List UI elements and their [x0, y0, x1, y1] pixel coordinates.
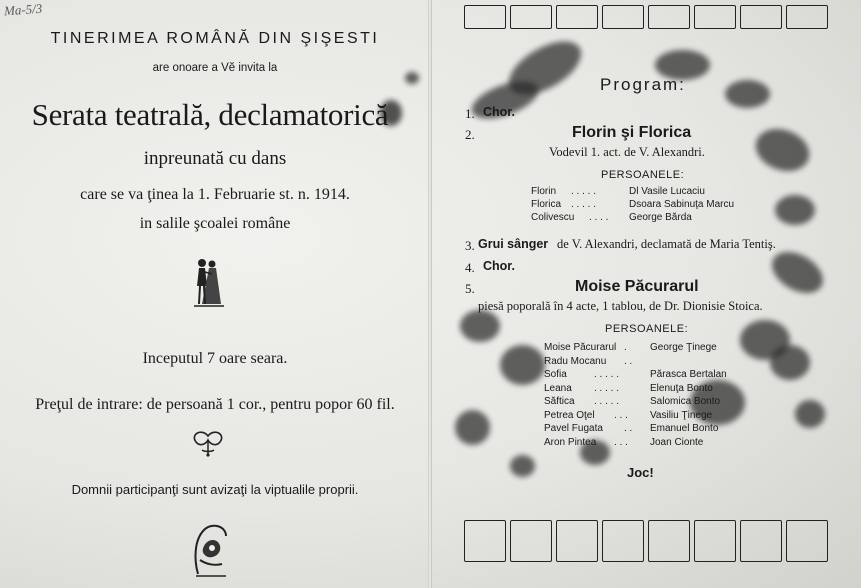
cast-dots: . . . . .	[594, 396, 620, 407]
border-motif	[602, 5, 644, 29]
cast-row	[544, 341, 727, 355]
cast-row	[544, 436, 727, 450]
ink-stain	[725, 80, 770, 108]
cast-row	[544, 355, 727, 369]
program-item-title: Moise Păcurarul	[575, 278, 699, 295]
cast-row	[544, 382, 727, 396]
persons-label: PERSOANELE:	[605, 323, 689, 335]
ink-stain	[770, 345, 810, 380]
invite-line: are onoare a Vĕ invita la	[152, 62, 278, 74]
cast-actor: Joan Cionte	[650, 436, 704, 448]
border-motif	[648, 5, 690, 29]
event-title: Serata teatrală, declamatorică	[31, 97, 389, 132]
border-motif	[694, 520, 736, 562]
border-motif	[556, 520, 598, 562]
cast-row	[531, 199, 734, 212]
program-item-title: Grui sânger	[478, 237, 549, 251]
ornament-icon	[188, 430, 228, 458]
cast-role: Săftica	[544, 396, 575, 407]
cast-role: Florica	[531, 199, 562, 210]
cast-dots: . . . . .	[594, 382, 620, 394]
persons-label: PERSOANELE:	[601, 169, 685, 181]
cast-dots: . .	[624, 355, 633, 367]
ink-stain	[500, 345, 545, 385]
program-item-number: 2.	[465, 127, 475, 142]
cast-dots: . . . .	[589, 212, 609, 223]
border-motif	[740, 520, 782, 562]
border-motif	[648, 520, 690, 562]
program-item-desc: Vodevil 1. act. de V. Alexandri.	[549, 145, 705, 159]
entry-price: Preţul de intrare: de persoană 1 cor., pentru popor 60 fil.	[35, 396, 395, 413]
program-item-desc: piesă poporală în 4 acte, 1 tablou, de Dr. Dionisie Stoica.	[478, 299, 763, 313]
cast-role: Florin	[531, 186, 557, 197]
cast-actor: Vasiliu Ţinege	[650, 409, 713, 421]
border-motif	[556, 5, 598, 29]
cast-role: Colivescu	[531, 212, 575, 223]
border-motif	[464, 5, 506, 29]
cast-dots: . . . . .	[571, 186, 597, 197]
bottom-ornamental-border	[464, 520, 828, 562]
ink-stain	[750, 122, 815, 178]
cast-actor: George Ţinege	[650, 342, 717, 353]
border-motif	[602, 520, 644, 562]
dancing-couple-icon	[188, 256, 228, 308]
society-heading: TINERIMEA ROMÂNĂ DIN ŞIŞESTI	[50, 30, 380, 47]
cast-actor: Salomica Bonto	[650, 396, 721, 407]
program-item-number: 4.	[465, 260, 475, 275]
program-item-number: 3.	[465, 238, 475, 253]
cast-dots: . .	[624, 423, 633, 434]
cast-row	[531, 212, 734, 225]
cast-row	[544, 395, 727, 409]
event-subtitle: inpreunată cu dans	[143, 148, 287, 169]
cast-role: Sofia	[544, 369, 567, 380]
top-ornamental-border	[464, 5, 828, 29]
ink-stain	[460, 310, 500, 342]
cast-actor: George Bărda	[629, 212, 692, 223]
program-item-number: 5.	[465, 281, 475, 296]
start-time: Inceputul 7 oare seara.	[142, 350, 288, 367]
cast-dots: . . . . .	[594, 369, 620, 380]
cast-dots: . . .	[614, 436, 628, 448]
border-motif	[464, 520, 506, 562]
cast-list-1	[531, 186, 734, 225]
cast-dots: . . .	[614, 409, 628, 421]
cast-actor: Dl Vasile Lucaciu	[629, 186, 705, 197]
cast-list-2	[544, 341, 727, 449]
cast-role: Radu Mocanu	[544, 355, 607, 367]
cast-role: Petrea Oţel	[544, 409, 595, 421]
cast-actor: Dsoara Sabinuţa Marcu	[629, 199, 735, 210]
cast-actor: Elenuţa Bonto	[650, 382, 713, 394]
border-motif	[510, 520, 552, 562]
flower-vignette-icon	[190, 520, 232, 578]
border-motif	[694, 5, 736, 29]
page-fold	[428, 0, 432, 588]
archive-number: Ma-5/3	[3, 0, 43, 19]
program-item-title: Chor.	[483, 105, 515, 119]
cast-role: Aron Pintea	[544, 436, 597, 448]
cast-dots: .	[624, 342, 627, 353]
program-item-title: Florin şi Florica	[572, 124, 692, 141]
border-motif	[740, 5, 782, 29]
cast-role: Moise Păcurarul	[544, 342, 617, 353]
cast-row	[544, 422, 727, 436]
cast-role: Pavel Fugata	[544, 423, 603, 434]
cast-actor: Părasca Bertalan	[650, 369, 727, 380]
ink-stain	[795, 400, 825, 428]
date-line: care se va ţinea la 1. Februarie st. n. 1914.	[80, 186, 350, 203]
ink-stain	[765, 244, 830, 302]
ink-stain	[455, 410, 490, 445]
program-item-number: 1.	[465, 106, 475, 121]
program-item-desc: de V. Alexandri, declamată de Maria Tentiş.	[557, 237, 776, 251]
cast-row	[531, 186, 734, 199]
cast-actor: Emanuel Bonto	[650, 423, 719, 434]
cast-role: Leana	[544, 382, 572, 394]
participants-note: Domnii participanţi sunt avizaţi la viptualile proprii.	[71, 482, 359, 497]
ink-stain	[775, 195, 815, 225]
border-motif	[510, 5, 552, 29]
cast-dots: . . . . .	[571, 199, 597, 210]
program-item-title: Chor.	[483, 259, 515, 273]
cast-row	[544, 409, 727, 423]
ink-stain	[510, 455, 535, 477]
program-title: Program:	[600, 75, 686, 94]
cast-row	[544, 368, 727, 382]
place-line: in salile şcoalei române	[139, 215, 291, 232]
border-motif	[786, 520, 828, 562]
border-motif	[786, 5, 828, 29]
closing-dance: Joc!	[627, 465, 654, 480]
